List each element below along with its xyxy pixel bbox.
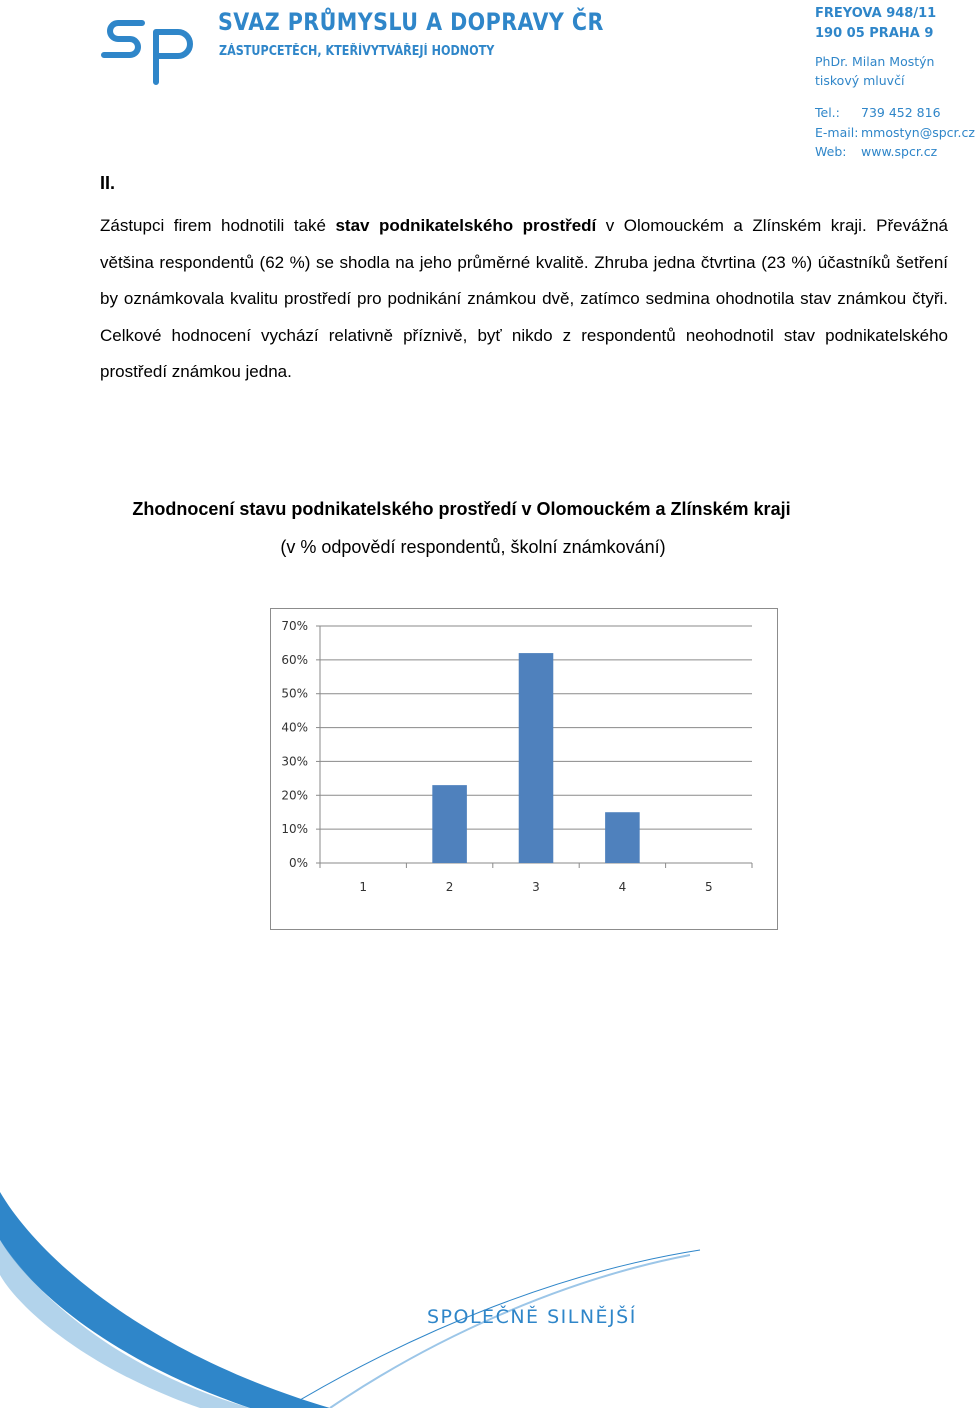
email-label: E-mail:	[815, 124, 859, 140]
footer-swoosh-graphic	[0, 1180, 960, 1408]
contact-role: tiskový mluvčí	[815, 73, 905, 88]
y-tick-label: 10%	[281, 822, 308, 837]
x-tick-label: 3	[532, 880, 540, 894]
address-line-2: 190 05 PRAHA 9	[815, 26, 934, 41]
y-tick-label: 50%	[281, 686, 308, 701]
web-label: Web:	[815, 144, 847, 159]
section-heading: II.	[100, 173, 116, 193]
y-tick-label: 70%	[281, 619, 308, 633]
org-tagline: ZÁSTUPCETĚCH, KTEŘÍVYTVÁŘEJÍ HODNOTY	[219, 44, 495, 59]
bar-4	[605, 812, 640, 863]
contact-name: PhDr. Milan Mostýn	[815, 54, 935, 69]
x-tick-label: 4	[618, 880, 627, 894]
y-tick-label: 40%	[281, 720, 308, 735]
paragraph-part-2: v Olomouckém a Zlínském kraji. Převážná většina respondentů (62 %) se shodla na jeho průměrné kvalitě. Zhruba jedna čtvrtina (23 %) účastníků šetření by oznámkovala kvalitu prostředí pro podnikání známkou dvě, zatímco sedmina ohodnotila stav známkou čtyři. Celkové hodnocení vychází relativně příznivě, byť nikdo z respondentů neohodnotil stav podnikatelského prostředí známkou jedna.	[100, 216, 948, 381]
address-line-1: FREYOVA 948/11	[815, 6, 937, 21]
phone-value: 739 452 816	[861, 105, 941, 120]
bar-2	[432, 785, 467, 863]
web-value[interactable]: www.spcr.cz	[861, 144, 938, 159]
contact-web	[815, 142, 975, 162]
y-tick-label: 30%	[281, 754, 308, 769]
x-tick-label: 5	[704, 880, 713, 894]
x-tick-label: 2	[445, 880, 454, 894]
y-tick-label: 0%	[288, 856, 308, 870]
contact-phone	[815, 103, 975, 123]
sp-logo	[100, 10, 200, 86]
chart-svg	[270, 608, 778, 930]
body-paragraph	[100, 208, 948, 391]
bar-3	[519, 653, 554, 863]
paragraph-part-1: Zástupci firem hodnotili také	[100, 216, 336, 235]
y-tick-label: 60%	[281, 652, 308, 667]
figure-subtitle: (v % odpovědí respondentů, školní známkování)	[280, 537, 666, 557]
email-value[interactable]: mmostyn@spcr.cz	[861, 124, 975, 140]
footer-slogan: SPOLEČNĚ SILNĚJŠÍ	[427, 1306, 637, 1328]
contact-block	[815, 4, 975, 162]
bar-chart	[270, 608, 778, 930]
y-tick-label: 20%	[281, 788, 308, 803]
contact-email	[815, 123, 975, 143]
phone-label: Tel.:	[815, 105, 840, 120]
figure-title: Zhodnocení stavu podnikatelského prostředí v Olomouckém a Zlínském kraji	[132, 499, 791, 519]
org-name: SVAZ PRŮMYSLU A DOPRAVY ČR	[218, 8, 604, 36]
paragraph-bold-part: stav podnikatelského prostředí	[335, 216, 597, 235]
x-tick-label: 1	[359, 880, 368, 894]
